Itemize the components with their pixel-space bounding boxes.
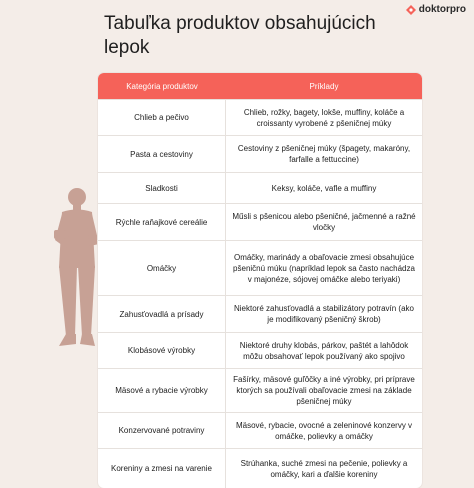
examples-cell: Műsli s pšenicou alebo pšeničné, jačmenné a ražné vločky [226, 203, 422, 240]
examples-cell: Omáčky, marinády a obaľovacie zmesi obsahujúce pšeničnú múku (napríklad lepok sa často nachádza v majonéze, sójovej omáčke alebo teriyaki) [226, 240, 422, 295]
table-row [98, 172, 422, 203]
category-cell: Mäsové a rybacie výrobky [98, 368, 226, 412]
table-row [98, 332, 422, 368]
examples-cell: Cestoviny z pšeničnej múky (špagety, makaróny, farfalle a fettuccine) [226, 135, 422, 172]
table-row [98, 99, 422, 135]
examples-cell: Keksy, koláče, vafle a muffiny [226, 172, 422, 203]
examples-cell: Niektoré zahusťovadlá a stabilizátory potravín (ako je modifikovaný pšeničný škrob) [226, 295, 422, 332]
examples-cell: Mäsové, rybacie, ovocné a zeleninové konzervy v omáčke, polievky a omáčky [226, 412, 422, 448]
examples-cell: Niektoré druhy klobás, párkov, paštét a lahôdok môžu obsahovať lepok používaný ako spojivo [226, 332, 422, 368]
table-row [98, 203, 422, 240]
category-cell: Pasta a cestoviny [98, 135, 226, 172]
category-cell: Sladkosti [98, 172, 226, 203]
table-row [98, 368, 422, 412]
category-cell: Koreniny a zmesi na varenie [98, 448, 226, 488]
category-cell: Zahusťovadlá a prísady [98, 295, 226, 332]
column-header-category: Kategória produktov [98, 73, 226, 99]
examples-cell: Strúhanka, suché zmesi na pečenie, polievky a omáčky, kari a ďalšie koreniny [226, 448, 422, 488]
category-cell: Konzervované potraviny [98, 412, 226, 448]
table-row [98, 135, 422, 172]
table-header-row [98, 73, 422, 99]
brand-name: doktorpro [418, 4, 466, 15]
table-row [98, 295, 422, 332]
table-row [98, 240, 422, 295]
brand-logo [406, 4, 466, 15]
logo-mark-icon [406, 5, 416, 15]
category-cell: Rýchle raňajkové cereálie [98, 203, 226, 240]
category-cell: Chlieb a pečivo [98, 99, 226, 135]
examples-cell: Chlieb, rožky, bagety, lokše, muffiny, koláče a croissanty vyrobené z pšeničnej múky [226, 99, 422, 135]
gluten-products-table [98, 73, 422, 488]
table-row [98, 448, 422, 488]
column-header-examples: Príklady [226, 73, 422, 99]
page-title: Tabuľka produktov obsahujúcich lepok [104, 13, 376, 58]
category-cell: Omáčky [98, 240, 226, 295]
table-row [98, 412, 422, 448]
category-cell: Klobásové výrobky [98, 332, 226, 368]
examples-cell: Fašírky, mäsové guľôčky a iné výrobky, pri príprave ktorých sa používali obaľovacie zmesi na základe pšeničnej múky [226, 368, 422, 412]
